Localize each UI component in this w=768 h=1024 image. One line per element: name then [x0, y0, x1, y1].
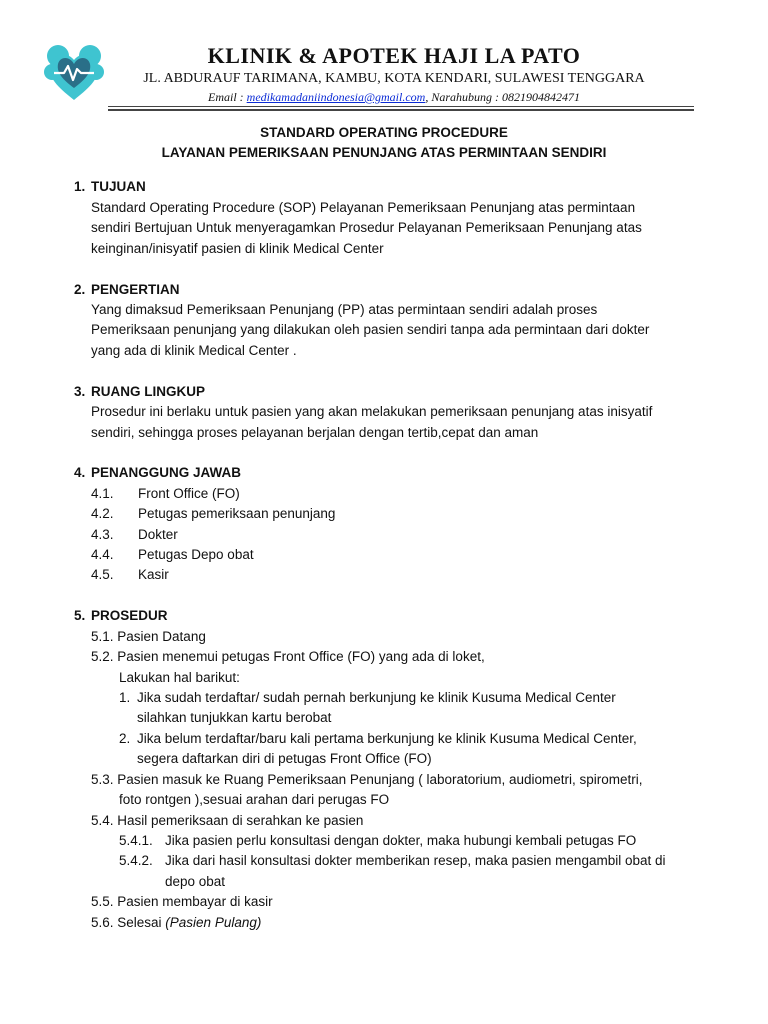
header-divider-thick: [108, 109, 694, 111]
list-item: Dokter: [138, 527, 178, 542]
list-item-number: 4.3.: [91, 527, 114, 542]
clinic-title: KLINIK & APOTEK HAJI LA PATO: [207, 43, 581, 68]
step-5-6: [91, 915, 261, 931]
step-5-1: 5.1. Pasien Datang: [91, 629, 206, 644]
section-2-line-3: yang ada di klinik Medical Center .: [91, 343, 297, 358]
doc-heading-1: STANDARD OPERATING PROCEDURE: [260, 125, 508, 140]
step-5-4: 5.4. Hasil pemeriksaan di serahkan ke pasien: [91, 813, 364, 828]
step-5-3-line-2: foto rontgen ),sesuai arahan dari perugas FO: [119, 792, 390, 807]
clinic-address: JL. ABDURAUF TARIMANA, KAMBU, KOTA KENDARI, SULAWESI TENGGARA: [143, 71, 645, 86]
step-5-3-line-1: 5.3. Pasien masuk ke Ruang Pemeriksaan Penunjang ( laboratorium, audiometri, spirometri,: [91, 772, 643, 787]
section-3-line-1: Prosedur ini berlaku untuk pasien yang akan melakukan pemeriksaan penunjang atas inisyatif: [91, 404, 653, 419]
clinic-contact: [0, 90, 768, 105]
substep-2-line-1: Jika belum terdaftar/baru kali pertama berkunjung ke klinik Kusuma Medical Center,: [137, 731, 637, 746]
section-2-line-1: Yang dimaksud Pemeriksaan Penunjang (PP) atas permintaan sendiri adalah proses: [91, 302, 598, 317]
section-3-line-2: sendiri, sehingga proses pelayanan berjalan dengan tertib,cepat dan aman: [91, 425, 539, 440]
email-label: Email :: [207, 90, 247, 104]
list-item-number: 4.2.: [91, 506, 114, 521]
list-item: Front Office (FO): [138, 486, 240, 501]
step-5-2: 5.2. Pasien menemui petugas Front Office (FO) yang ada di loket,: [91, 649, 485, 664]
step-5-4-2-line-2: depo obat: [165, 874, 226, 889]
substep-number: 5.4.1.: [119, 833, 153, 848]
list-item: Petugas Depo obat: [138, 547, 254, 562]
list-item-number: 4.5.: [91, 567, 114, 582]
substep-number: 2.: [119, 731, 131, 746]
step-5-2-instruction: Lakukan hal barikut:: [119, 670, 240, 685]
section-4-title: PENANGGUNG JAWAB: [91, 465, 242, 480]
section-4-number: 4.: [74, 465, 86, 480]
doc-heading-2: LAYANAN PEMERIKSAAN PENUNJANG ATAS PERMINTAAN SENDIRI: [161, 145, 607, 160]
section-1-line-3: keinginan/inisyatif pasien di klinik Medical Center: [91, 241, 384, 256]
section-1-line-2: sendiri Bertujuan Untuk menyeragamkan Prosedur Pelayanan Pemeriksaan Penunjang atas: [91, 220, 642, 235]
step-5-6-note: (Pasien Pulang): [165, 915, 262, 930]
list-item: Petugas pemeriksaan penunjang: [138, 506, 336, 521]
substep-2-line-2: segera daftarkan diri di petugas Front Office (FO): [137, 751, 432, 766]
substep-1-line-2: silahkan tunjukkan kartu berobat: [137, 710, 332, 725]
list-item-number: 4.4.: [91, 547, 114, 562]
section-3-title: RUANG LINGKUP: [91, 384, 205, 399]
step-5-4-2-line-1: Jika dari hasil konsultasi dokter memberikan resep, maka pasien mengambil obat di: [165, 853, 666, 868]
substep-number: 5.4.2.: [119, 853, 153, 868]
section-1-line-1: Standard Operating Procedure (SOP) Pelayanan Pemeriksaan Penunjang atas permintaan: [91, 200, 636, 215]
section-2-number: 2.: [74, 282, 86, 297]
section-1-title: TUJUAN: [91, 179, 146, 194]
section-5-title: PROSEDUR: [91, 608, 168, 623]
section-2-title: PENGERTIAN: [91, 282, 180, 297]
section-2-line-2: Pemeriksaan penunjang yang dilakukan oleh pasien sendiri tanpa ada permintaan dari dokter: [91, 322, 650, 337]
substep-1-line-1: Jika sudah terdaftar/ sudah pernah berkunjung ke klinik Kusuma Medical Center: [137, 690, 616, 705]
section-5-number: 5.: [74, 608, 86, 623]
substep-number: 1.: [119, 690, 131, 705]
step-5-4-1: Jika pasien perlu konsultasi dengan dokter, maka hubungi kembali petugas FO: [165, 833, 637, 848]
section-3-number: 3.: [74, 384, 86, 399]
phone-text: , Narahubung : 0821904842471: [425, 90, 581, 104]
step-5-6-label: 5.6. Selesai: [91, 915, 166, 930]
list-item-number: 4.1.: [91, 486, 114, 501]
email-link[interactable]: medikamadaniindonesia@gmail.com: [246, 90, 426, 104]
section-1-number: 1.: [74, 179, 86, 194]
step-5-5: 5.5. Pasien membayar di kasir: [91, 894, 273, 909]
header-divider-thin: [108, 106, 694, 107]
list-item: Kasir: [138, 567, 169, 582]
